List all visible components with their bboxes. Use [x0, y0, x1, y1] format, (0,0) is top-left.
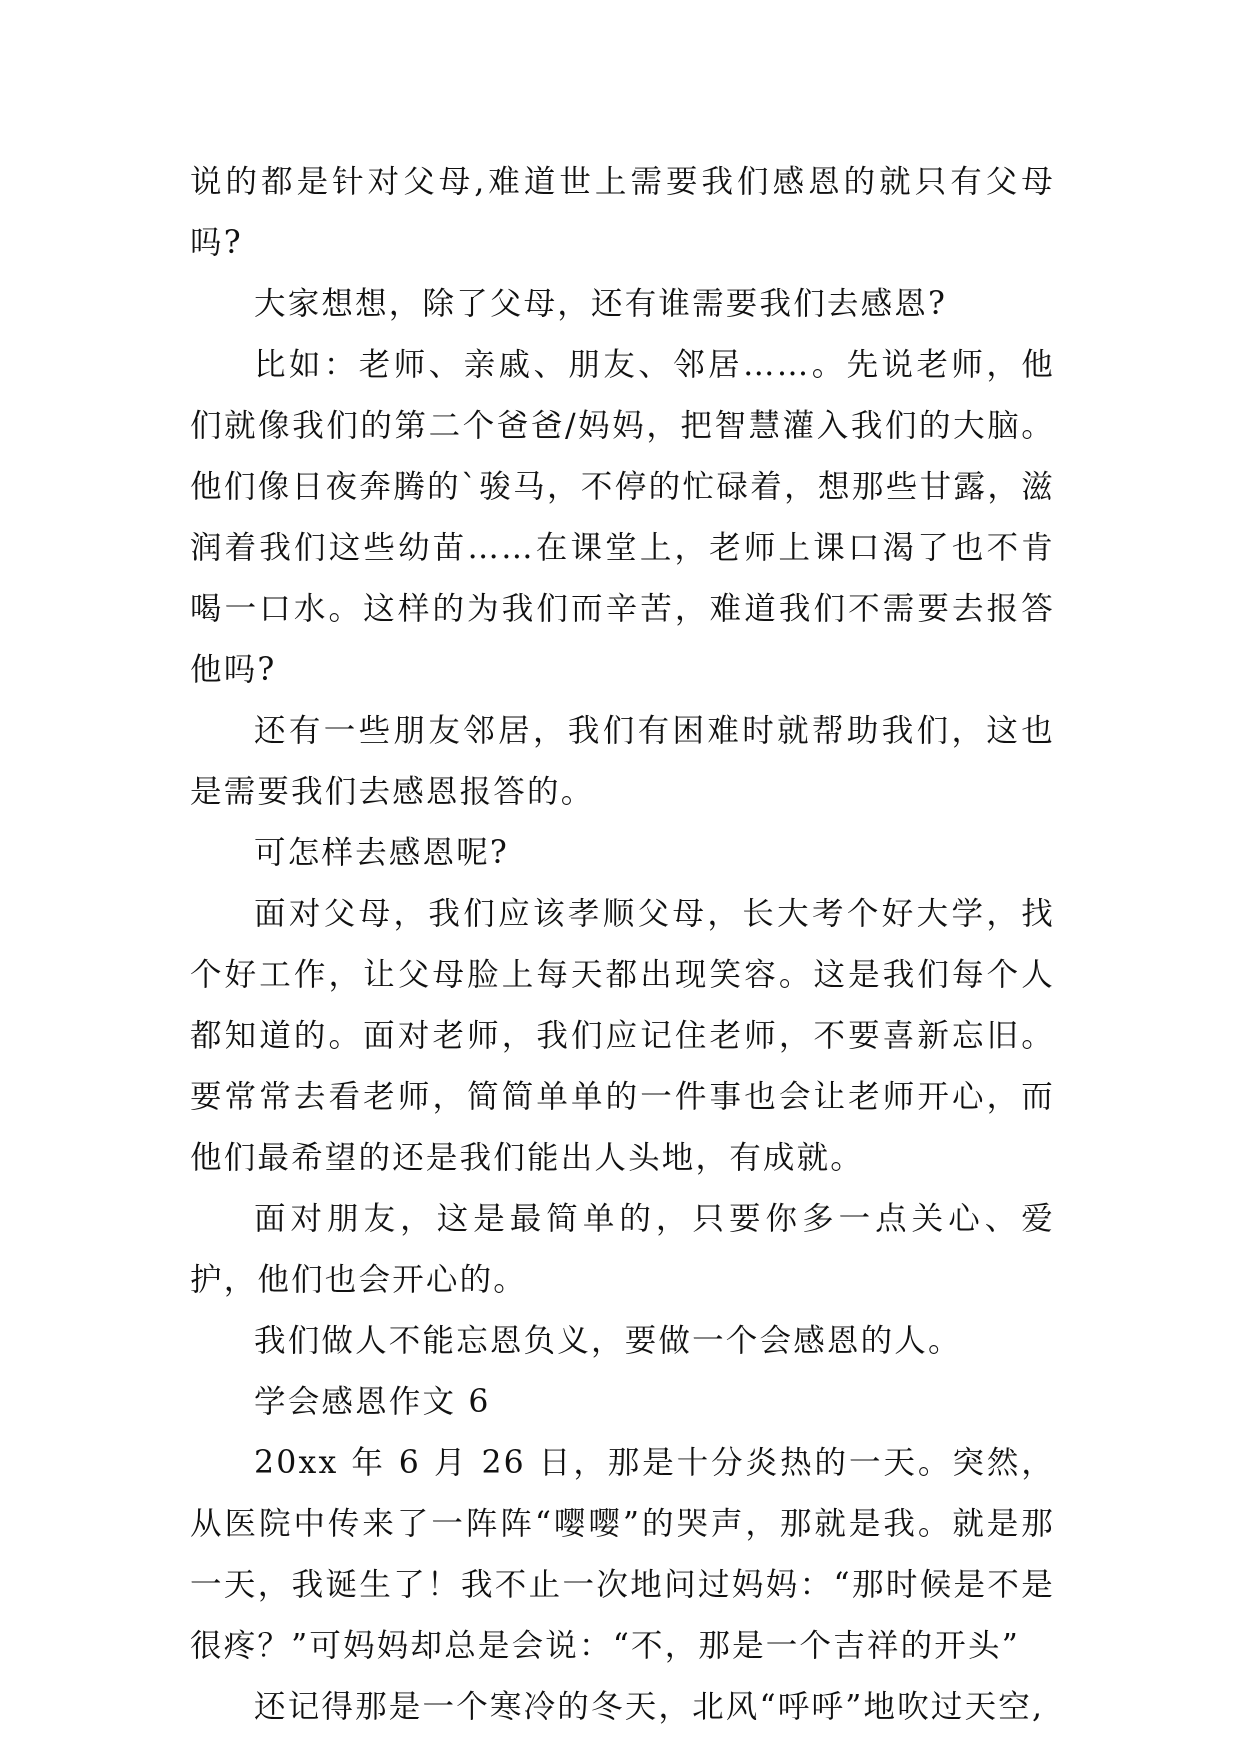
paragraph: 说的都是针对父母,难道世上需要我们感恩的就只有父母吗?	[190, 164, 1055, 261]
paragraph: 比如：老师、亲戚、朋友、邻居……。先说老师，他们就像我们的第二个爸爸/妈妈，把智慧灌入我们的大脑。他们像日夜奔腾的`骏马，不停的忙碌着，想那些甘露，滋润着我们这些幼苗……在课堂上，老师上课口渴了也不肯喝一口水。这样的为我们而辛苦，难道我们不需要去报答他吗?	[190, 347, 1055, 688]
paragraph: 还记得那是一个寒冷的冬天，北风“呼呼”地吹过天空,	[254, 1689, 1045, 1725]
paragraph: 大家想想，除了父母，还有谁需要我们去感恩?	[254, 286, 948, 322]
paragraph: 可怎样去感恩呢?	[254, 835, 509, 871]
paragraph: 面对朋友，这是最简单的，只要你多一点关心、爱护，他们也会开心的。	[190, 1201, 1055, 1298]
paragraph: 面对父母，我们应该孝顺父母，长大考个好大学，找个好工作，让父母脸上每天都出现笑容。这是我们每个人都知道的。面对老师，我们应记住老师，不要喜新忘旧。要常常去看老师，简简单单的一件事也会让老师开心，而他们最希望的还是我们能出人头地，有成就。	[190, 896, 1055, 1176]
document-body	[190, 152, 1055, 1738]
paragraph: 还有一些朋友邻居，我们有困难时就帮助我们，这也是需要我们去感恩报答的。	[190, 713, 1055, 810]
section-heading: 学会感恩作文 6	[254, 1384, 491, 1420]
paragraph: 20xx 年 6 月 26 日，那是十分炎热的一天。突然，从医院中传来了一阵阵“嘤嘤”的哭声，那就是我。就是那一天，我诞生了！我不止一次地问过妈妈：“那时候是不是很疼？”可妈妈却总是会说：“不，那是一个吉祥的开头”	[190, 1445, 1055, 1664]
paragraph: 我们做人不能忘恩负义，要做一个会感恩的人。	[254, 1323, 962, 1359]
